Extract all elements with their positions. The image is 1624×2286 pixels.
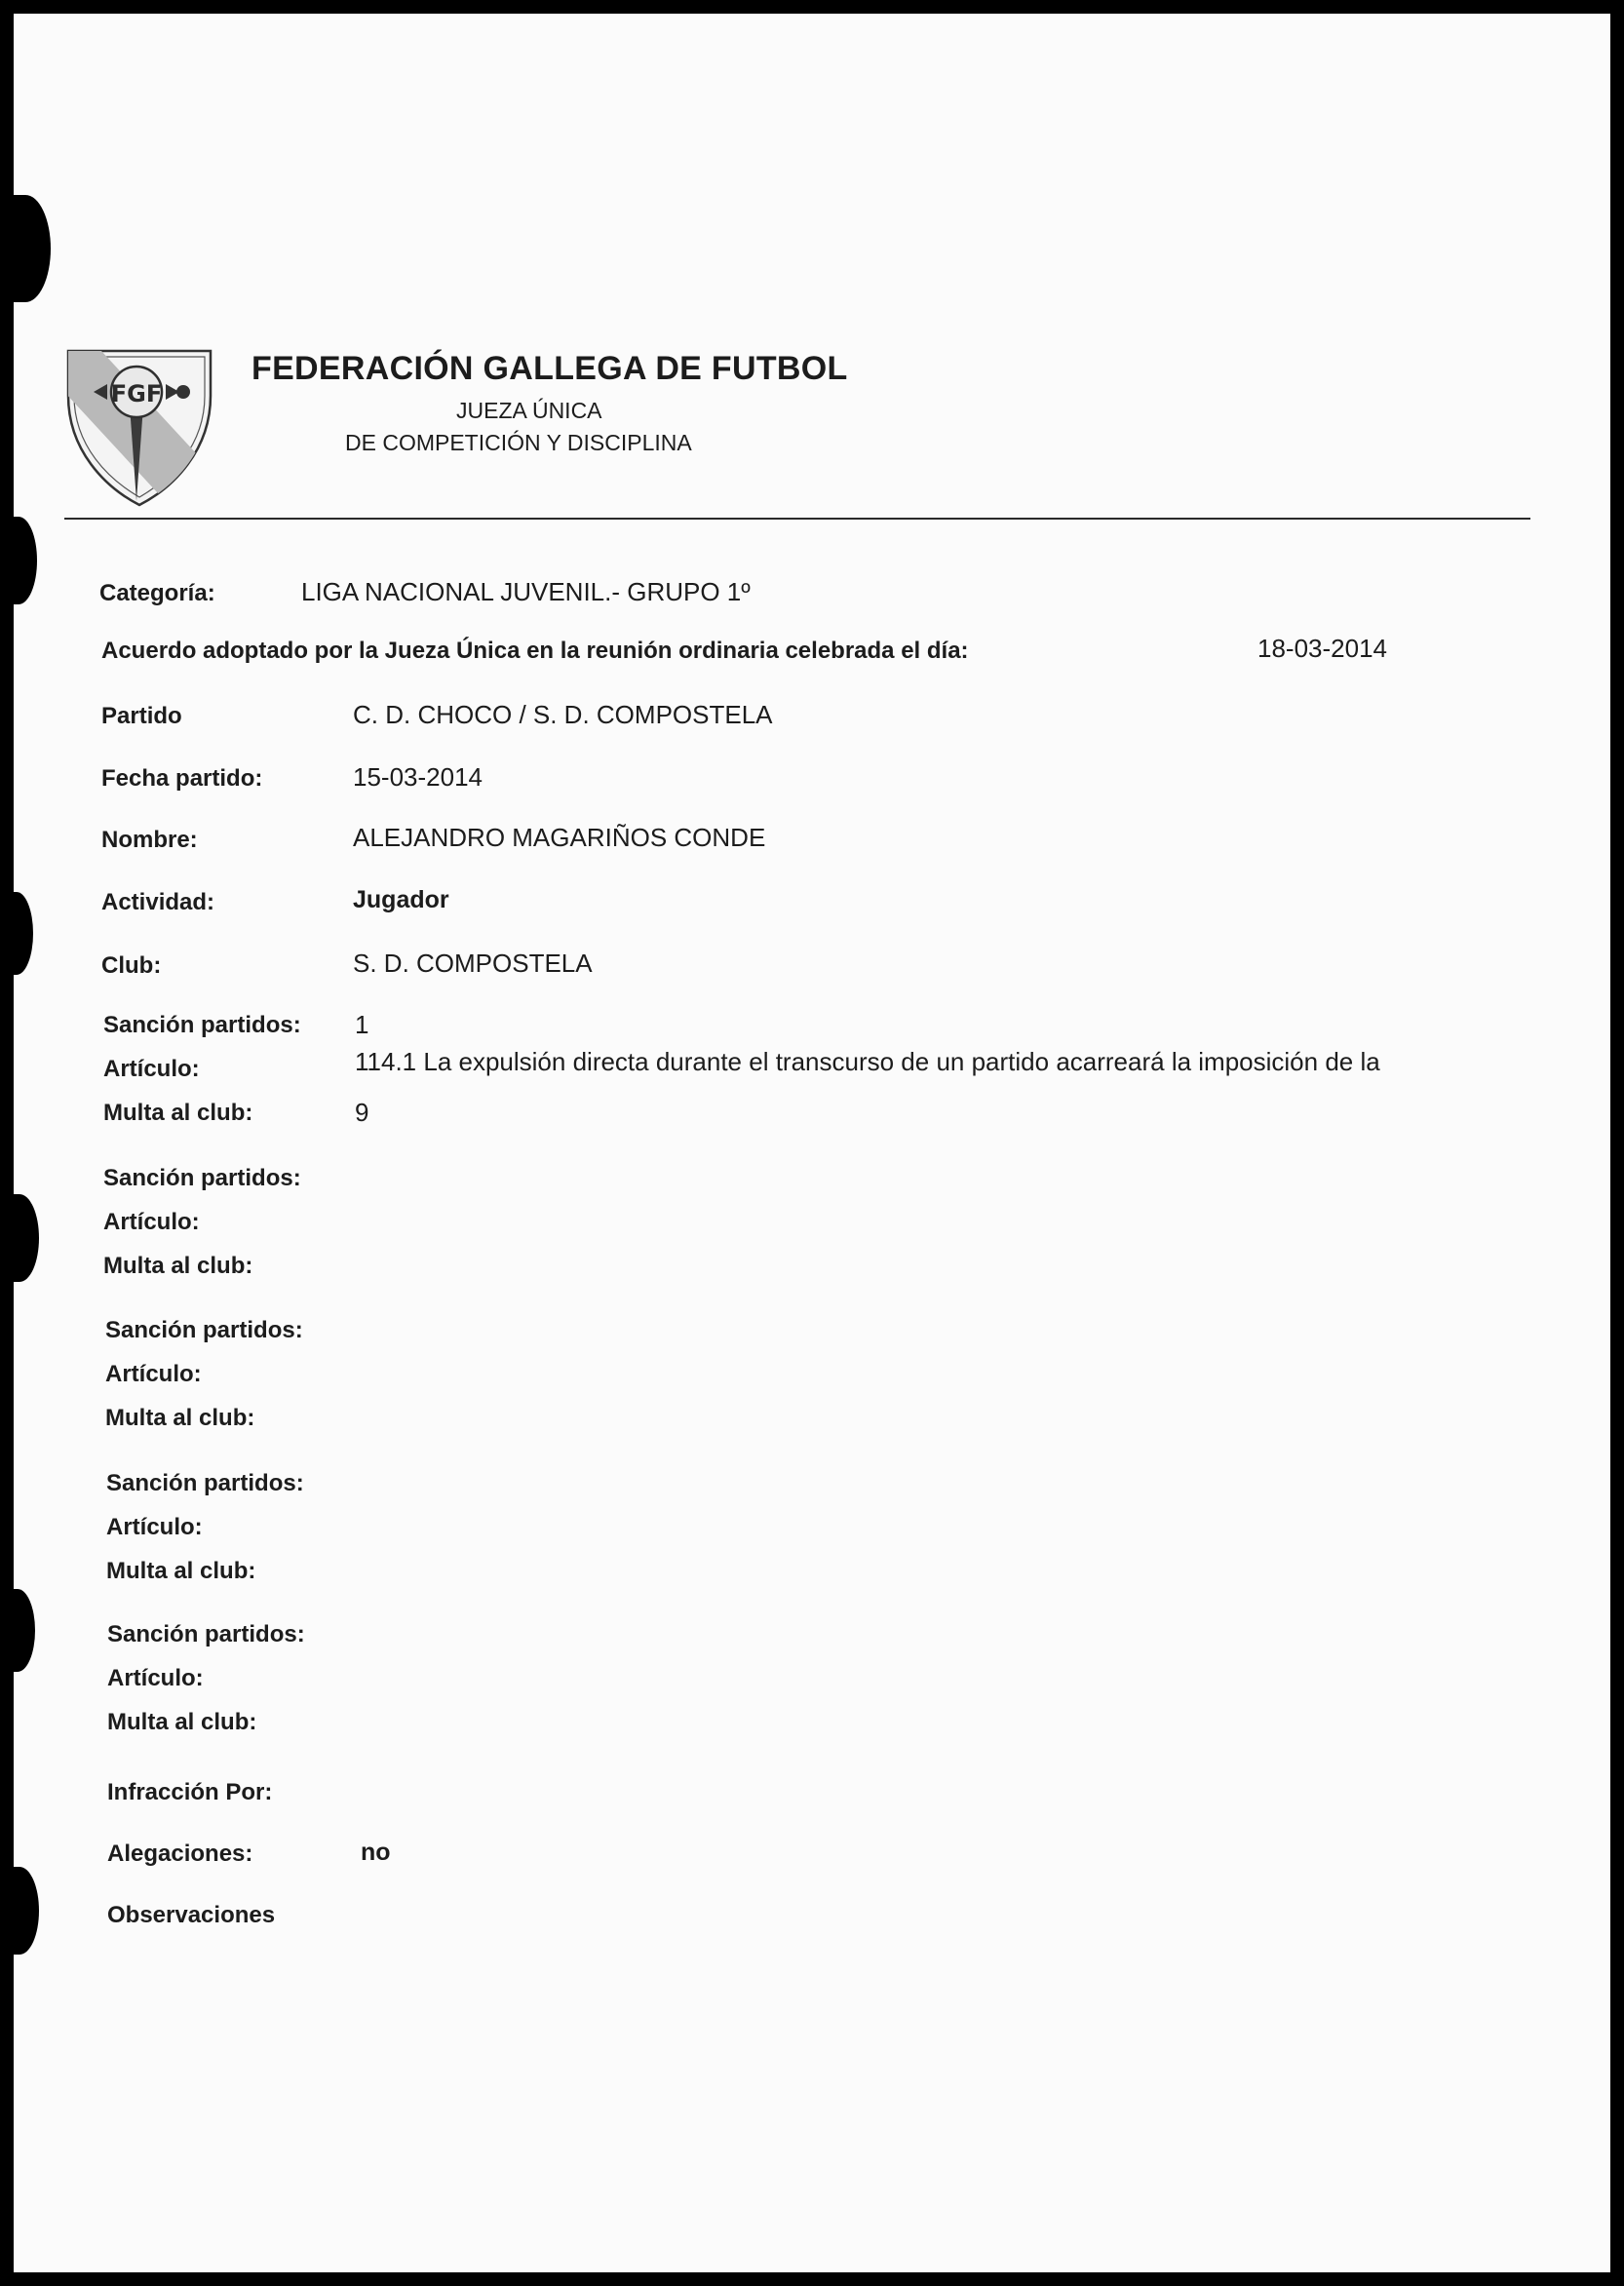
club-label: Club: bbox=[101, 952, 162, 979]
partido-value: C. D. CHOCO / S. D. COMPOSTELA bbox=[353, 700, 773, 729]
articulo-label: Artículo: bbox=[103, 1209, 200, 1235]
fecha-partido-label: Fecha partido: bbox=[101, 765, 263, 792]
sancion-partidos-label: Sanción partidos: bbox=[107, 1621, 305, 1647]
partido-label: Partido bbox=[101, 703, 182, 729]
alegaciones-label: Alegaciones: bbox=[107, 1840, 253, 1867]
infraccion-label: Infracción Por: bbox=[107, 1779, 273, 1805]
edge-mark bbox=[0, 1867, 39, 1955]
edge-mark bbox=[0, 1194, 39, 1282]
category-label: Categoría: bbox=[99, 580, 215, 606]
agreement-text: Acuerdo adoptado por la Jueza Única en la reunión ordinaria celebrada el día: bbox=[101, 638, 969, 664]
sancion-partidos-label: Sanción partidos: bbox=[105, 1317, 303, 1343]
sancion-partidos-label: Sanción partidos: bbox=[103, 1165, 301, 1191]
header-divider bbox=[64, 518, 1530, 520]
articulo-label: Artículo: bbox=[107, 1665, 204, 1691]
articulo-label: Artículo: bbox=[103, 1056, 200, 1082]
shield-crest-icon bbox=[64, 333, 214, 509]
category-value: LIGA NACIONAL JUVENIL.- GRUPO 1º bbox=[301, 577, 751, 606]
edge-mark bbox=[0, 195, 51, 302]
edge-mark bbox=[0, 517, 37, 604]
alegaciones-value: no bbox=[361, 1839, 391, 1866]
sancion-partidos-label: Sanción partidos: bbox=[103, 1012, 301, 1038]
header-subtitle: DE COMPETICIÓN Y DISCIPLINA bbox=[345, 430, 692, 455]
agreement-date: 18-03-2014 bbox=[1257, 634, 1387, 663]
header-subtitle: JUEZA ÚNICA bbox=[456, 398, 602, 423]
edge-mark bbox=[0, 1589, 35, 1672]
multa-club-label: Multa al club: bbox=[106, 1558, 256, 1584]
articulo-label: Artículo: bbox=[106, 1514, 203, 1540]
fecha-partido-value: 15-03-2014 bbox=[353, 762, 483, 792]
multa-club-value: 9 bbox=[355, 1098, 369, 1127]
articulo-label: Artículo: bbox=[105, 1361, 202, 1387]
page-title: FEDERACIÓN GALLEGA DE FUTBOL bbox=[251, 350, 848, 387]
sancion-partidos-value: 1 bbox=[355, 1010, 369, 1039]
nombre-value: ALEJANDRO MAGARIÑOS CONDE bbox=[353, 823, 766, 852]
club-value: S. D. COMPOSTELA bbox=[353, 949, 593, 978]
articulo-value: 114.1 La expulsión directa durante el transcurso de un partido acarreará la imposición de la bbox=[355, 1047, 1380, 1076]
actividad-label: Actividad: bbox=[101, 889, 215, 915]
multa-club-label: Multa al club: bbox=[103, 1253, 253, 1279]
observaciones-label: Observaciones bbox=[107, 1902, 276, 1928]
edge-mark bbox=[0, 892, 33, 975]
multa-club-label: Multa al club: bbox=[105, 1405, 255, 1431]
sancion-partidos-label: Sanción partidos: bbox=[106, 1470, 304, 1496]
multa-club-label: Multa al club: bbox=[103, 1100, 253, 1126]
actividad-value: Jugador bbox=[353, 886, 449, 913]
nombre-label: Nombre: bbox=[101, 827, 198, 853]
multa-club-label: Multa al club: bbox=[107, 1709, 257, 1735]
logo-text: FGF bbox=[110, 380, 163, 407]
